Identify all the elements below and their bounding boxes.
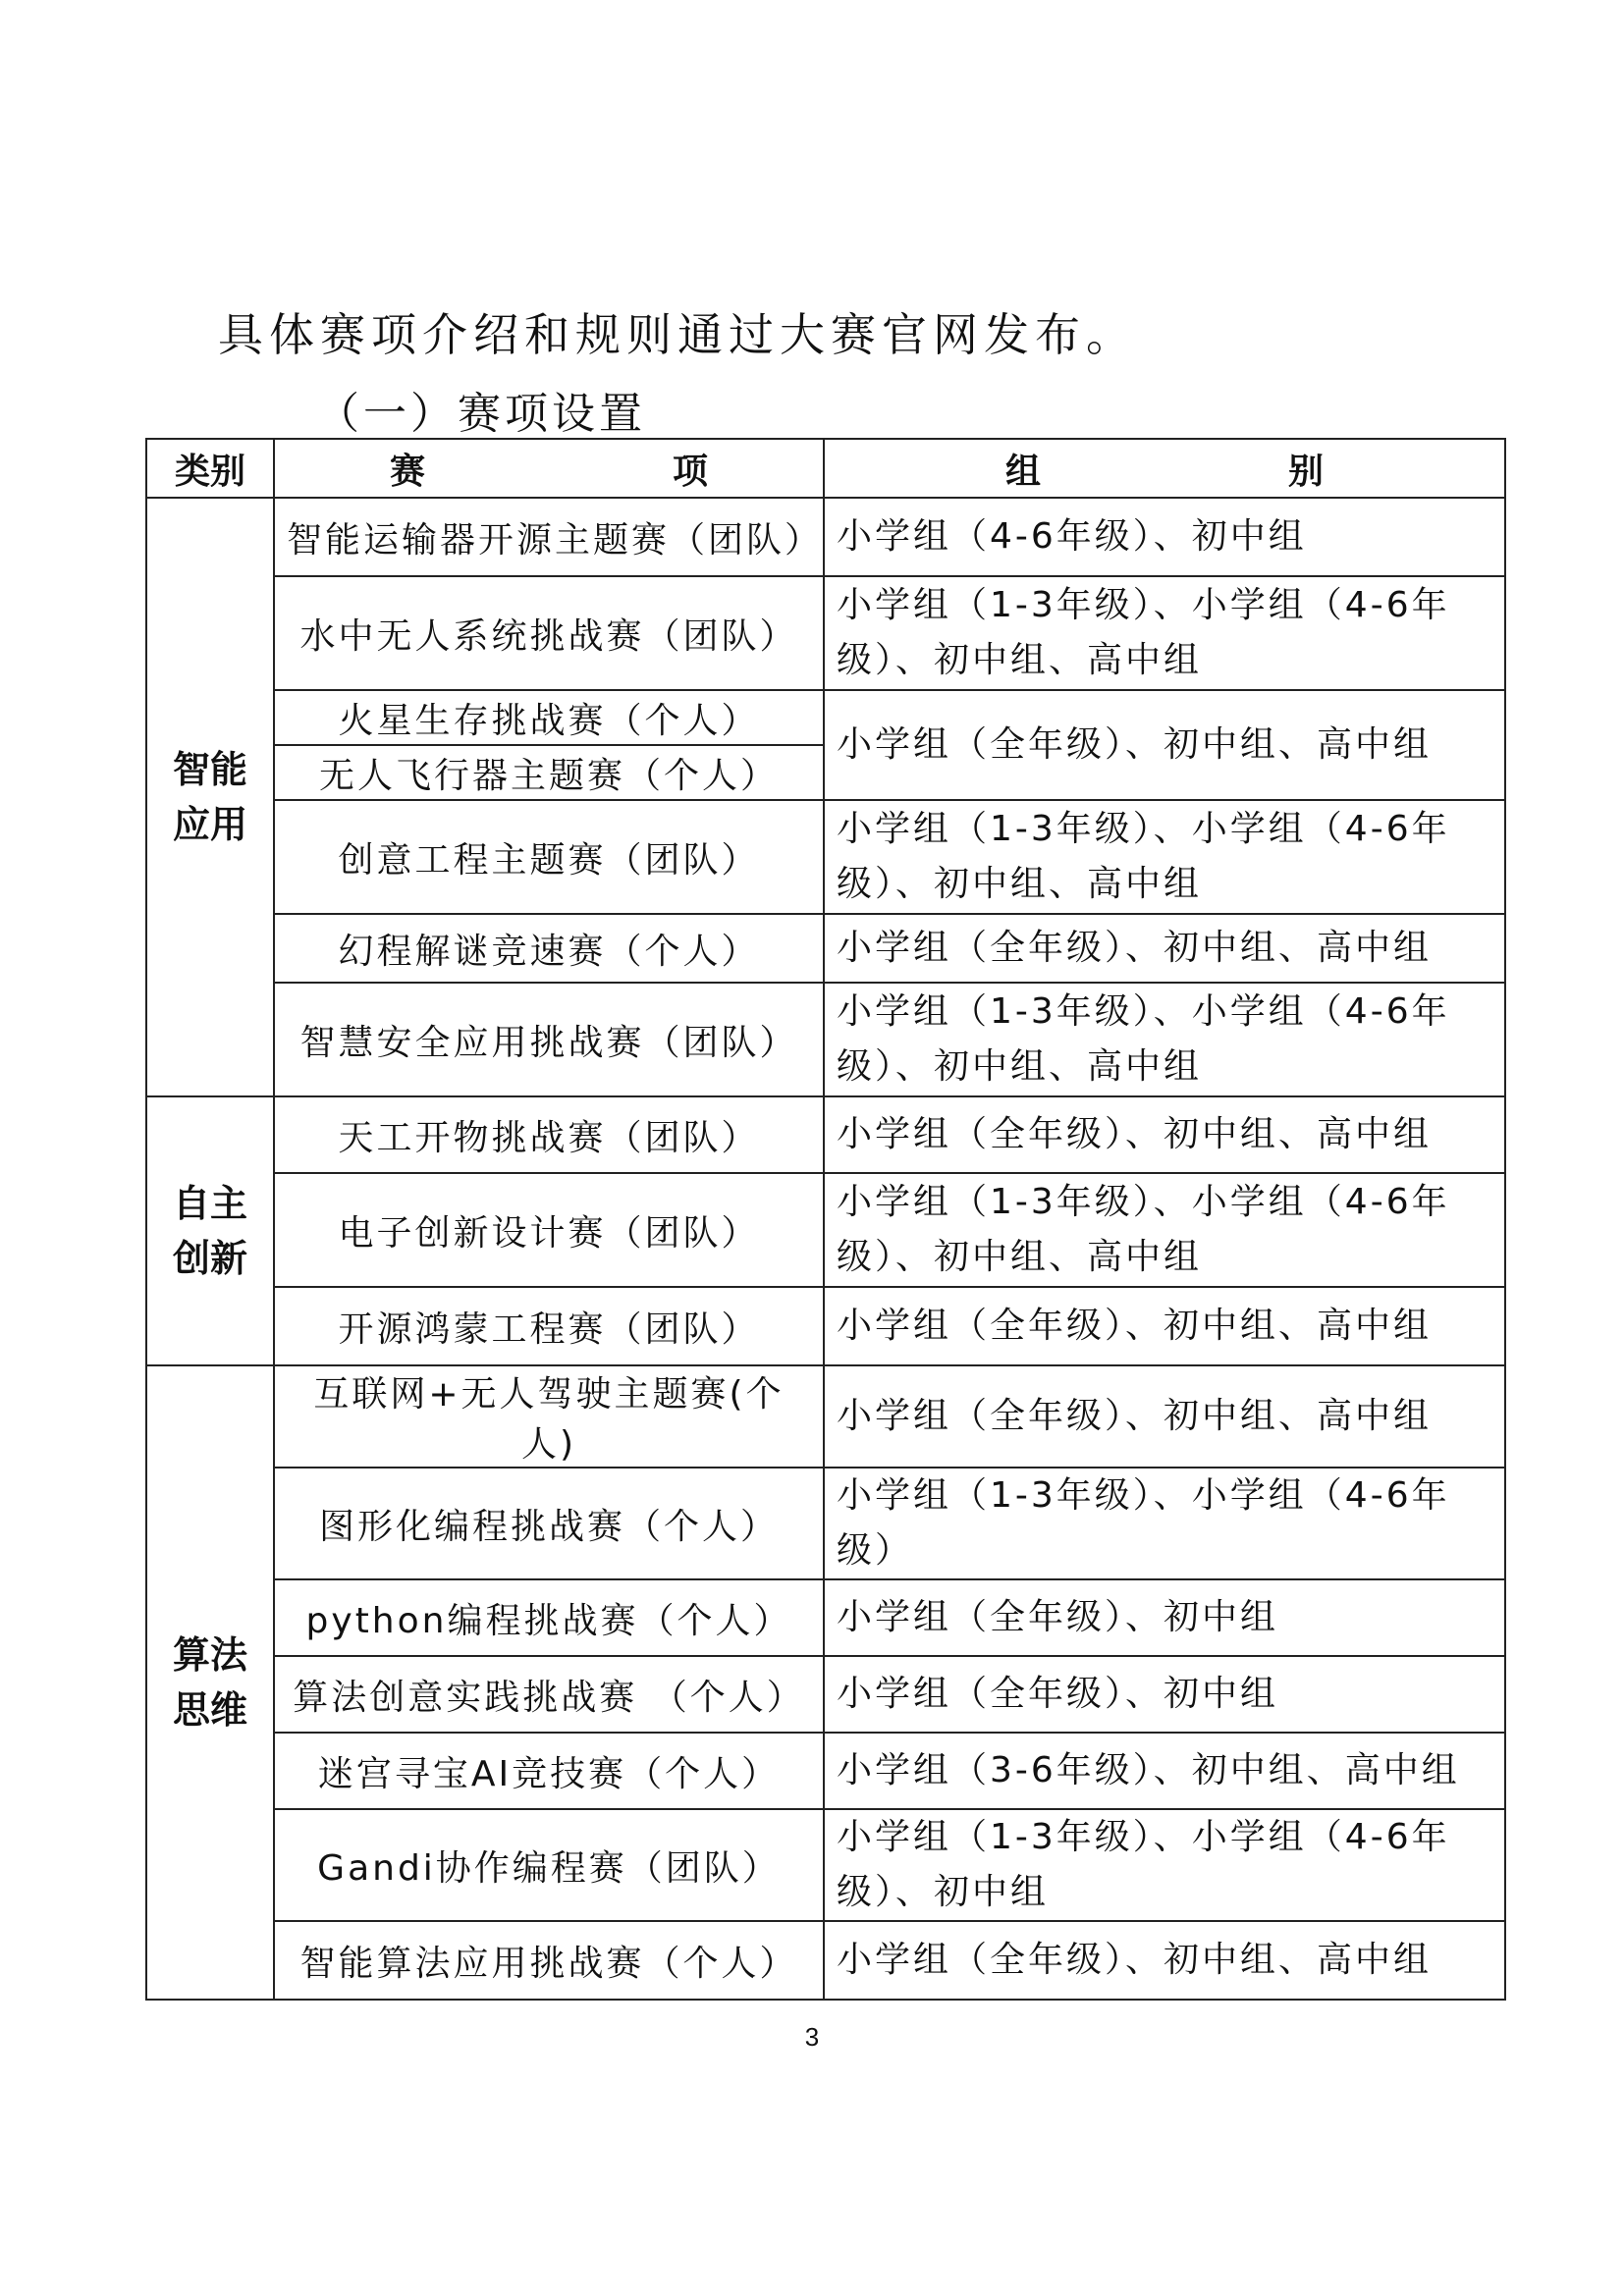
group-cell: 小学组（1-3年级）、小学组（4-6年级）、初中组、高中组 [824,800,1505,914]
table-header-row [146,439,1505,498]
group-cell: 小学组（1-3年级）、小学组（4-6年级）、初中组 [824,1809,1505,1921]
event-cell: 智慧安全应用挑战赛（团队） [274,983,824,1096]
table-row [146,800,1505,914]
event-cell: 无人飞行器主题赛（个人） [274,745,824,800]
group-cell: 小学组（1-3年级）、小学组（4-6年级） [824,1468,1505,1579]
group-cell: 小学组（4-6年级）、初中组 [824,498,1505,576]
event-cell: 智能运输器开源主题赛（团队） [274,498,824,576]
table-row [146,1365,1505,1468]
events-table [145,438,1506,2001]
group-cell: 小学组（全年级）、初中组 [824,1656,1505,1733]
group-cell: 小学组（全年级）、初中组、高中组 [824,1365,1505,1468]
event-cell: 开源鸿蒙工程赛（团队） [274,1287,824,1365]
event-cell: 创意工程主题赛（团队） [274,800,824,914]
event-cell: 天工开物挑战赛（团队） [274,1096,824,1173]
event-cell: 电子创新设计赛（团队） [274,1173,824,1287]
table-row [146,983,1505,1096]
event-cell: 算法创意实践挑战赛 （个人） [274,1656,824,1733]
section-title: （一）赛项设置 [316,389,646,439]
event-cell: 智能算法应用挑战赛（个人） [274,1921,824,2000]
category-cell: 智能 应用 [146,498,274,1096]
table-row [146,1809,1505,1921]
group-cell: 小学组（全年级）、初中组 [824,1579,1505,1656]
category-cell: 算法 思维 [146,1365,274,2000]
table-row [146,1468,1505,1579]
event-cell: 互联网+无人驾驶主题赛(个人) [274,1365,824,1468]
table-row [146,576,1505,690]
event-cell: 图形化编程挑战赛（个人） [274,1468,824,1579]
header-event: 赛 项 [274,439,824,498]
table-row [146,1287,1505,1365]
header-group: 组 别 [824,439,1505,498]
group-cell: 小学组（全年级）、初中组、高中组 [824,914,1505,983]
event-cell: 幻程解谜竞速赛（个人） [274,914,824,983]
event-cell: Gandi协作编程赛（团队） [274,1809,824,1921]
intro-paragraph: 具体赛项介绍和规则通过大赛官网发布。 [218,308,1137,361]
group-cell: 小学组（全年级）、初中组、高中组 [824,1921,1505,2000]
group-cell: 小学组（1-3年级）、小学组（4-6年级）、初中组、高中组 [824,1173,1505,1287]
event-cell: 水中无人系统挑战赛（团队） [274,576,824,690]
page-number: 3 [804,2022,820,2052]
table-row [146,1096,1505,1173]
group-cell: 小学组（全年级）、初中组、高中组 [824,1096,1505,1173]
table-row [146,1921,1505,2000]
table-row [146,498,1505,576]
table-row [146,1656,1505,1733]
header-category: 类别 [146,439,274,498]
table-row [146,1579,1505,1656]
group-cell: 小学组（全年级）、初中组、高中组 [824,1287,1505,1365]
table-row [146,1173,1505,1287]
event-cell: 火星生存挑战赛（个人） [274,690,824,745]
table-row [146,1733,1505,1809]
group-cell: 小学组（全年级）、初中组、高中组 [824,690,1505,800]
group-cell: 小学组（3-6年级）、初中组、高中组 [824,1733,1505,1809]
table-row [146,914,1505,983]
event-cell: 迷宫寻宝AI竞技赛（个人） [274,1733,824,1809]
group-cell: 小学组（1-3年级）、小学组（4-6年级）、初中组、高中组 [824,576,1505,690]
table-row [146,690,1505,745]
category-cell: 自主 创新 [146,1096,274,1365]
group-cell: 小学组（1-3年级）、小学组（4-6年级）、初中组、高中组 [824,983,1505,1096]
event-cell: python编程挑战赛（个人） [274,1579,824,1656]
